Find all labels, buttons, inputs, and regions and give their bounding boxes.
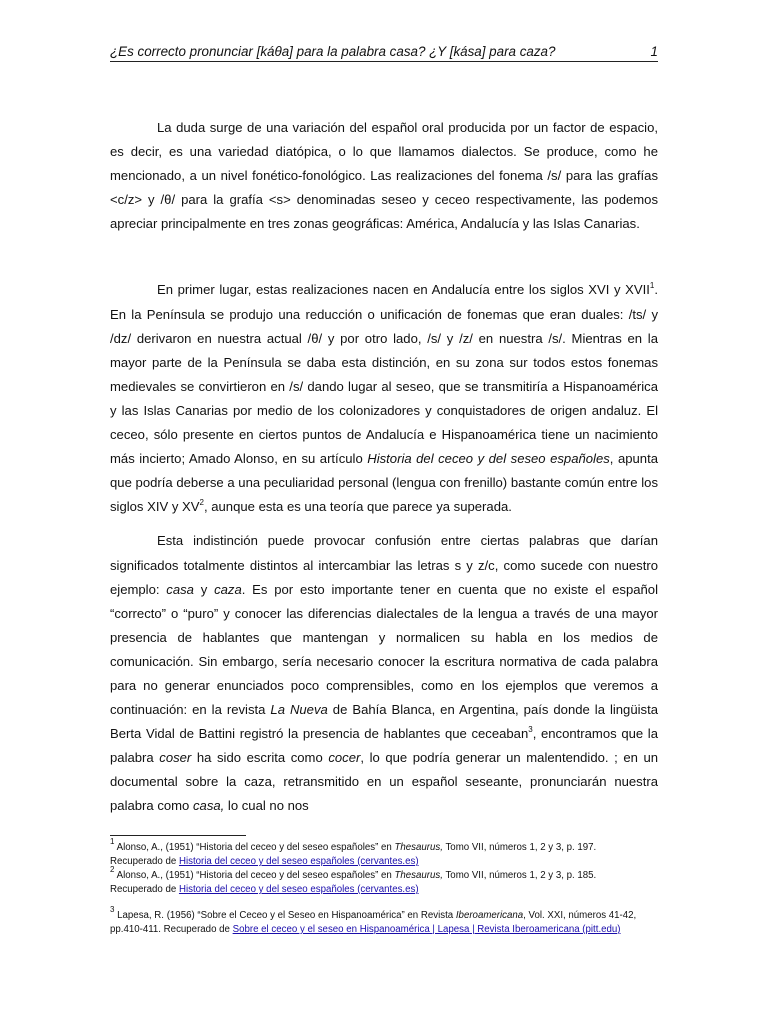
footnote-text: Alonso, A., (1951) “Historia del ceceo y del seseo españoles” en: [114, 870, 395, 881]
document-body: [110, 116, 658, 819]
footnote-number: 1: [110, 837, 115, 846]
journal-name: Thesaurus,: [394, 870, 443, 881]
article-title: Historia del ceceo y del seseo españoles: [367, 451, 610, 467]
paragraph-2: [110, 278, 658, 519]
footnote-separator: [110, 835, 246, 836]
footnote-text: Alonso, A., (1951) “Historia del ceceo y del seseo españoles” en: [114, 842, 395, 853]
word-caza: caza: [214, 581, 242, 597]
footnote-text: , Vol. XXI, números 41-42, pp.410-411. Recuperado de: [110, 910, 637, 935]
p3-text-c: de Bahía Blanca, en Argentina, país donde la lingüista Berta Vidal de Battini registró la presencia de hablantes que ceceaban: [110, 702, 658, 742]
footnote-link-2[interactable]: Historia del ceceo y del seseo españoles (cervantes.es): [178, 884, 419, 895]
page-header: [110, 44, 658, 62]
footnote-2: [110, 865, 658, 897]
p3-text-f: , lo que podría generar un malentendido. ; en un documental sobre la caza, retransmitido en un español seseante, pronunciarán nuestra palabra como: [110, 750, 659, 814]
paragraph-3: [110, 529, 658, 818]
footnotes: [110, 835, 658, 937]
word-casa-2: casa,: [192, 798, 225, 814]
footnote-text: Tomo VII, números 1, 2 y 3, p. 185.: [442, 870, 597, 881]
footnote-number: 2: [110, 865, 115, 874]
p2-text-a: En primer lugar, estas realizaciones nacen en Andalucía entre los siglos XVI y XVII: [157, 282, 650, 298]
paragraph-1: La duda surge de una variación del español oral producida por un factor de espacio, es decir, es una variedad diatópica, o lo que llamamos dialectos. Se produce, como he mencionado, a un nivel fonético-fonológico. Las realizaciones del fonema /s/ para las grafías <c/z> y /θ/ para la grafía <s> denominadas seseo y ceceo respectivamente, las podemos apreciar principalmente en tres zonas geográficas: América, Andalucía y las Islas Canarias.: [110, 120, 658, 232]
header-title: ¿Es correcto pronunciar [káθa] para la palabra casa? ¿Y [kása] para caza?: [110, 44, 556, 59]
p3-text-a: Esta indistinción puede provocar confusión entre ciertas palabras que darían significados totalmente distintos al intercambiar las letras s y z/c, como sucede con nuestro ejemplo:: [110, 533, 658, 597]
footnote-link-3[interactable]: Sobre el ceceo y el seseo en Hispanoamérica | Lapesa | Revista Iberoamericana (pitt.edu): [232, 924, 621, 935]
p3-text-g: lo cual no nos: [224, 798, 309, 814]
footnote-text: Recuperado de: [110, 884, 179, 895]
footnote-number: 3: [110, 905, 115, 914]
word-cocer: cocer: [328, 750, 361, 766]
footnote-text: Tomo VII, números 1, 2 y 3, p. 197.: [442, 842, 597, 853]
footnote-link-1[interactable]: Historia del ceceo y del seseo españoles (cervantes.es): [178, 856, 419, 867]
journal-name: Iberoamericana: [455, 910, 524, 921]
p2-text-d: , aunque esta es una teoría que parece ya superada.: [203, 499, 512, 515]
footnote-ref-2[interactable]: 2: [199, 498, 204, 508]
p2-text-b: . En la Península se produjo una reducción o unificación de fonemas que eran duales: /ts/ y /dz/ derivaron en nuestra actual /θ/ y por otro lado, /s/ y /z/ en nuestra /s/. Mientras en la mayor parte de la Península se daba esta distinción, en su zona sur todos estos fonemas medievales se convirtieron en /s/ dando lugar al seseo, que se transmitiría a Hispanoamérica y las Islas Canarias por medio de los colonizadores y conquistadores de origen andaluz. El ceceo, sólo presente en ciertos puntos de Andalucía e Hispanoamérica tiene un nacimiento más incierto; Amado Alonso, en su artículo: [110, 282, 658, 467]
footnote-3: [110, 905, 658, 937]
word-casa: casa: [166, 581, 194, 597]
footnote-ref-3[interactable]: 3: [528, 725, 533, 735]
page-number: 1: [650, 44, 658, 59]
p3-text-d: , encontramos que la palabra: [110, 726, 659, 766]
magazine-name: La Nueva: [270, 702, 328, 718]
footnote-1: [110, 837, 658, 869]
footnote-ref-1[interactable]: 1: [649, 281, 655, 291]
p2-text-c: , apunta que podría deberse a una peculiaridad personal (lengua con frenillo) bastante común entre los siglos XIV y XV: [110, 451, 658, 515]
p3-text-e: ha sido escrita como: [191, 750, 329, 766]
footnote-text: Lapesa, R. (1956) “Sobre el Ceceo y el Seseo en Hispanoamérica” en Revista: [114, 910, 456, 921]
journal-name: Thesaurus,: [394, 842, 443, 853]
footnote-text: Recuperado de: [110, 856, 179, 867]
p3-text-y: y: [193, 581, 215, 597]
p3-text-b: . Es por esto importante tener en cuenta que no existe el español “correcto” o “puro” y conocer las diferencias dialectales de la lengua a través de una mayor presencia de hablantes que mantengan y normalicen su habla en los medios de comunicación. Sin embargo, sería necesario conocer la escritura normativa de cada palabra para no generar enunciados poco comprensibles, como en los ejemplos que veremos a continuación: en la revista: [110, 581, 658, 718]
word-coser: coser: [159, 750, 192, 766]
